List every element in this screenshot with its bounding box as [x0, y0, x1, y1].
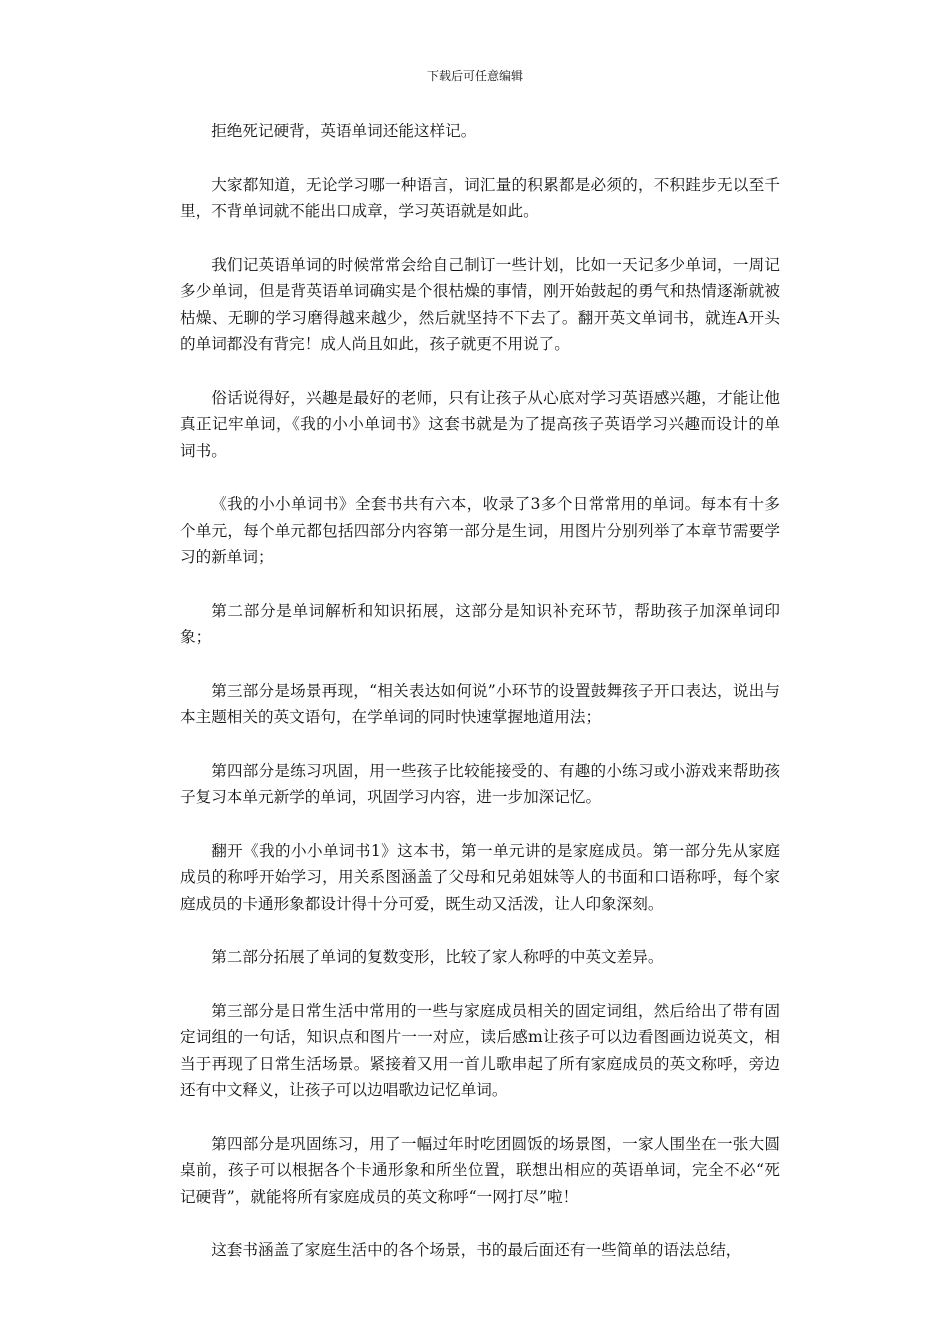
paragraph: 第四部分是练习巩固，用一些孩子比较能接受的、有趣的小练习或小游戏来帮助孩子复习本单元新学的单词，巩固学习内容，进一步加深记忆。 [180, 761, 780, 806]
page-header: 下载后可任意编辑 [426, 69, 523, 83]
paragraph: 第二部分是单词解析和知识拓展，这部分是知识补充环节，帮助孩子加深单词印象； [180, 601, 780, 646]
paragraph: 我们记英语单词的时候常常会给自己制订一些计划，比如一天记多少单词，一周记多少单词，但是背英语单词确实是个很枯燥的事情，刚开始鼓起的勇气和热情逐渐就被枯燥、无聊的学习磨得越来越少，然后就坚持不下去了。翻开英文单词书，就连A开头的单词都没有背完！成人尚且如此，孩子就更不用说了。 [180, 255, 780, 353]
paragraph: 翻开《我的小小单词书1》这本书，第一单元讲的是家庭成员。第一部分先从家庭成员的称呼开始学习，用关系图涵盖了父母和兄弟姐妹等人的书面和口语称呼，每个家庭成员的卡通形象都设计得十分可爱，既生动又活泼，让人印象深刻。 [180, 841, 780, 913]
paragraph: 第三部分是场景再现，“相关表达如何说”小环节的设置鼓舞孩子开口表达，说出与本主题相关的英文语句，在学单词的同时快速掌握地道用法； [180, 681, 780, 726]
paragraph: 第二部分拓展了单词的复数变形，比较了家人称呼的中英文差异。 [211, 948, 664, 966]
paragraph: 这套书涵盖了家庭生活中的各个场景，书的最后面还有一些简单的语法总结， [211, 1241, 742, 1259]
paragraph: 俗话说得好，兴趣是最好的老师，只有让孩子从心底对学习英语感兴趣，才能让他真正记牢单词，《我的小小单词书》这套书就是为了提高孩子英语学习兴趣而设计的单词书。 [180, 388, 780, 460]
paragraph: 第三部分是日常生活中常用的一些与家庭成员相关的固定词组，然后给出了带有固定词组的一句话，知识点和图片一一对应，读后感m让孩子可以边看图画边说英文，相当于再现了日常生活场景。紧接着又用一首儿歌串起了所有家庭成员的英文称呼，旁边还有中文释义，让孩子可以边唱歌边记忆单词。 [180, 1001, 780, 1099]
article-title-paragraph: 拒绝死记硬背，英语单词还能这样记。 [211, 122, 477, 140]
article-body [180, 118, 780, 1264]
paragraph: 大家都知道，无论学习哪一种语言，词汇量的积累都是必须的，不积跬步无以至千里，不背单词就不能出口成章，学习英语就是如此。 [180, 175, 780, 220]
paragraph: 第四部分是巩固练习，用了一幅过年时吃团圆饭的场景图，一家人围坐在一张大圆桌前，孩子可以根据各个卡通形象和所坐位置，联想出相应的英语单词，完全不必“死记硬背”，就能将所有家庭成员的英文称呼“一网打尽”啦！ [180, 1134, 780, 1206]
paragraph: 《我的小小单词书》全套书共有六本，收录了3多个日常常用的单词。每本有十多个单元，每个单元都包括四部分内容第一部分是生词，用图片分别列举了本章节需要学习的新单词； [180, 495, 780, 566]
